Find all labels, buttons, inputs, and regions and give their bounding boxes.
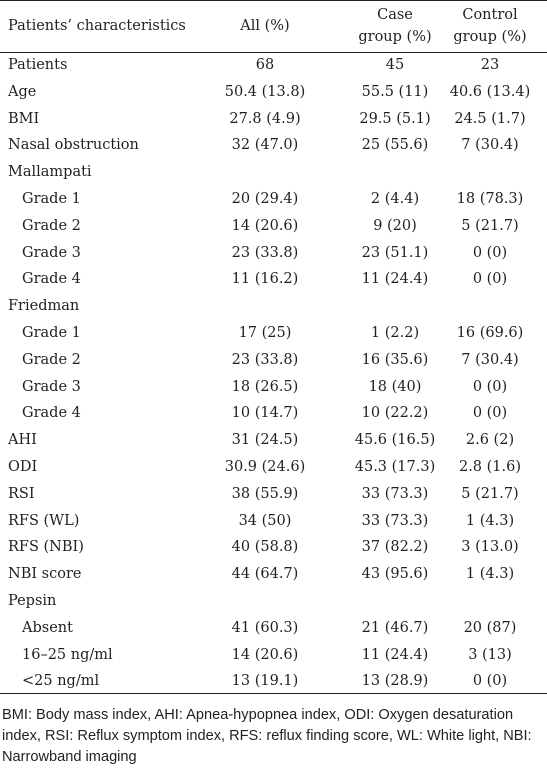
row-label: RFS (NBI) — [8, 539, 84, 556]
table-row — [0, 454, 547, 481]
cell-all: 44 (64.7) — [231, 566, 299, 583]
row-label: Absent — [22, 619, 73, 636]
table-row — [0, 106, 547, 133]
cell-all: 50.4 (13.8) — [224, 83, 306, 100]
cell-all: 30.9 (24.6) — [224, 459, 306, 475]
cell-case: 2 (4.4) — [370, 191, 420, 207]
table-row — [0, 508, 547, 535]
cell-control: 0 (0) — [472, 405, 508, 422]
cell-case: 13 (28.9) — [361, 673, 429, 690]
row-label: Grade 3 — [22, 378, 81, 395]
cell-control: 0 (0) — [472, 673, 508, 690]
cell-case: 45.3 (17.3) — [354, 459, 436, 475]
row-label: Grade 2 — [22, 351, 81, 368]
header-control-line1: Control — [462, 7, 518, 23]
row-label: RSI — [8, 485, 35, 502]
cell-all: 34 (50) — [238, 512, 292, 529]
cell-control: 1 (4.3) — [465, 566, 515, 583]
cell-case: 29.5 (5.1) — [359, 110, 431, 127]
table-row — [0, 320, 547, 347]
row-label: Grade 4 — [22, 271, 81, 288]
cell-control: 40.6 (13.4) — [449, 83, 531, 100]
cell-control: 3 (13) — [468, 646, 512, 663]
row-label: Friedman — [8, 298, 80, 315]
cell-control: 1 (4.3) — [465, 512, 515, 529]
cell-control: 0 (0) — [472, 271, 508, 288]
cell-control: 23 — [480, 57, 500, 73]
table-row — [0, 374, 547, 401]
table-row — [0, 588, 547, 615]
table-row — [0, 668, 547, 695]
cell-case: 33 (73.3) — [361, 485, 429, 502]
cell-case: 55.5 (11) — [361, 83, 429, 100]
row-label: NBI score — [8, 566, 82, 583]
cell-control: 2.8 (1.6) — [458, 459, 522, 475]
cell-all: 31 (24.5) — [231, 432, 299, 449]
cell-control: 2.6 (2) — [465, 432, 515, 449]
cell-case: 11 (24.4) — [361, 271, 429, 288]
cell-control: 7 (30.4) — [461, 351, 519, 368]
cell-control: 5 (21.7) — [461, 217, 519, 234]
cell-all: 32 (47.0) — [231, 137, 299, 154]
cell-case: 9 (20) — [373, 217, 417, 234]
cell-case: 33 (73.3) — [361, 512, 429, 529]
cell-case: 21 (46.7) — [361, 619, 429, 636]
row-label: Grade 1 — [22, 325, 81, 341]
cell-control: 3 (13.0) — [461, 539, 519, 556]
cell-case: 37 (82.2) — [361, 539, 429, 556]
header-all — [200, 15, 330, 37]
table-row — [0, 642, 547, 669]
cell-all: 10 (14.7) — [231, 405, 299, 422]
table-row — [0, 534, 547, 561]
table-row — [0, 52, 547, 79]
cell-case: 25 (55.6) — [361, 137, 429, 154]
row-label: Pepsin — [8, 593, 57, 609]
table-row — [0, 615, 547, 642]
table-row — [0, 159, 547, 186]
table-row — [0, 561, 547, 588]
cell-all: 41 (60.3) — [231, 619, 299, 636]
row-label: Grade 3 — [22, 244, 81, 261]
row-label: <25 ng/ml — [22, 673, 100, 690]
table-footnote: BMI: Body mass index, AHI: Apnea-hypopnea index, ODI: Oxygen desaturation index, RSI: Reflux symptom index, RFS: reflux finding score, WL: White light, NBI: Narrowband imaging — [2, 707, 532, 765]
row-label: Mallampati — [8, 164, 92, 181]
cell-all: 27.8 (4.9) — [229, 110, 301, 127]
cell-case: 45.6 (16.5) — [354, 432, 436, 449]
header-case-line2: group (%) — [358, 29, 432, 45]
cell-case: 1 (2.2) — [370, 325, 420, 341]
row-label: 16–25 ng/ml — [22, 646, 113, 663]
row-label: Nasal obstruction — [8, 137, 139, 154]
cell-all: 20 (29.4) — [231, 191, 299, 207]
cell-all: 23 (33.8) — [231, 351, 299, 368]
row-label: Grade 2 — [22, 217, 81, 234]
row-label: RFS (WL) — [8, 512, 80, 529]
cell-all: 23 (33.8) — [231, 244, 299, 261]
table-row — [0, 266, 547, 293]
table-bottom-rule — [0, 693, 547, 694]
cell-all: 14 (20.6) — [231, 646, 299, 663]
cell-case: 23 (51.1) — [361, 244, 429, 261]
cell-case: 10 (22.2) — [361, 405, 429, 422]
row-label: ODI — [8, 459, 38, 475]
table-row — [0, 79, 547, 106]
cell-all: 68 — [255, 57, 275, 73]
row-label: Patients — [8, 57, 68, 73]
row-label: AHI — [8, 432, 37, 449]
table-row — [0, 240, 547, 267]
cell-all: 18 (26.5) — [231, 378, 299, 395]
table-row — [0, 213, 547, 240]
cell-control: 24.5 (1.7) — [454, 110, 526, 127]
cell-case: 16 (35.6) — [361, 351, 429, 368]
cell-control: 0 (0) — [472, 244, 508, 261]
cell-control: 20 (87) — [463, 619, 517, 636]
table-row — [0, 427, 547, 454]
cell-control: 18 (78.3) — [456, 191, 524, 207]
table-row — [0, 481, 547, 508]
cell-case: 18 (40) — [368, 378, 422, 395]
table-row — [0, 293, 547, 320]
table-top-rule — [0, 0, 547, 1]
cell-all: 13 (19.1) — [231, 673, 299, 690]
cell-case: 43 (95.6) — [361, 566, 429, 583]
header-characteristics — [8, 15, 186, 37]
cell-control: 5 (21.7) — [461, 485, 519, 502]
row-label: Grade 4 — [22, 405, 81, 422]
cell-all: 11 (16.2) — [231, 271, 299, 288]
header-control-line2: group (%) — [453, 29, 527, 45]
cell-control: 7 (30.4) — [461, 137, 519, 154]
cell-all: 14 (20.6) — [231, 217, 299, 234]
header-all-text: All (%) — [240, 18, 290, 34]
cell-control: 16 (69.6) — [456, 325, 524, 341]
table-row — [0, 400, 547, 427]
cell-all: 40 (58.8) — [231, 539, 299, 556]
table-row — [0, 347, 547, 374]
row-label: Age — [8, 83, 37, 100]
table-row — [0, 132, 547, 159]
header-characteristics-text: Patients’ characteristics — [8, 18, 186, 34]
cell-control: 0 (0) — [472, 378, 508, 395]
table-row — [0, 186, 547, 213]
row-label: BMI — [8, 110, 40, 127]
cell-all: 17 (25) — [238, 325, 292, 341]
header-case-line1: Case — [377, 7, 413, 23]
header-control-group — [435, 4, 545, 48]
cell-all: 38 (55.9) — [231, 485, 299, 502]
row-label: Grade 1 — [22, 191, 81, 207]
cell-case: 11 (24.4) — [361, 646, 429, 663]
cell-case: 45 — [385, 57, 405, 73]
